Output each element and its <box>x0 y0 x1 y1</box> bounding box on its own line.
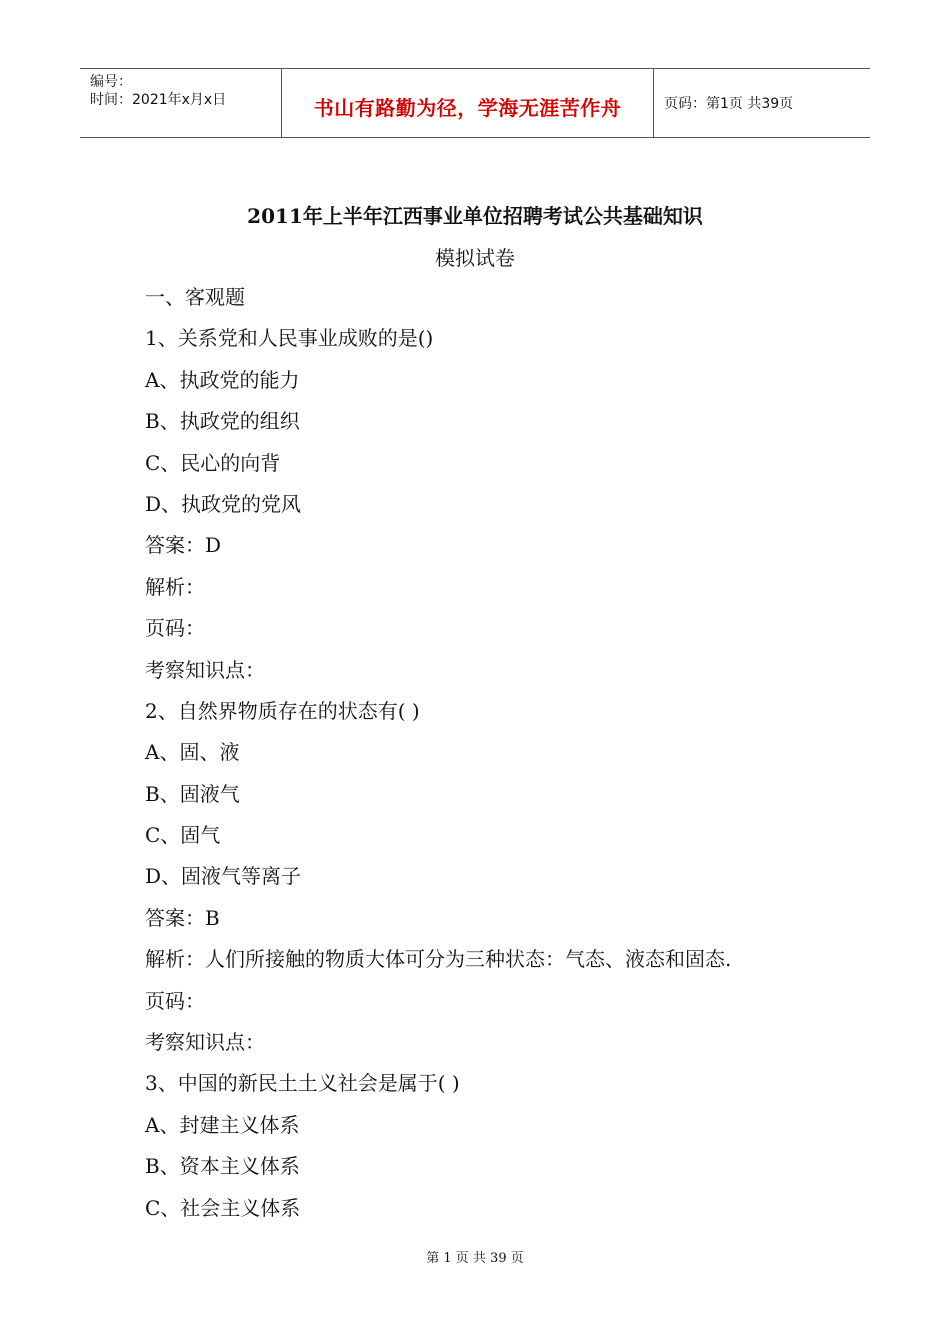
question-2: 2、自然界物质存在的状态有( ) <box>145 698 420 723</box>
q2-knowledge-point: 考察知识点： <box>145 1030 265 1055</box>
q2-option-a: A、固、液 <box>145 740 240 765</box>
q2-option-b: B、固液气 <box>145 781 240 806</box>
q1-page: 页码： <box>145 616 205 641</box>
q2-analysis: 解析：人们所接触的物质大体可分为三种状态：气态、液态和固态. <box>145 947 732 972</box>
q2-answer: 答案：B <box>145 905 220 930</box>
q1-analysis: 解析： <box>145 574 205 599</box>
motto: 书山有路勤为径，学海无涯苦作舟 <box>313 95 622 120</box>
number-label: 编号： <box>90 74 132 90</box>
q2-option-c: C、固气 <box>145 823 221 848</box>
page-info: 页码：第1页 共39页 <box>664 96 794 112</box>
header-meta <box>80 69 282 137</box>
q3-option-b: B、资本主义体系 <box>145 1154 300 1179</box>
q2-page: 页码： <box>145 988 205 1013</box>
q2-option-d: D、固液气等离子 <box>145 864 302 889</box>
q1-option-b: B、执政党的组织 <box>145 409 300 434</box>
q3-option-a: A、封建主义体系 <box>145 1112 300 1137</box>
q1-answer: 答案：D <box>145 533 222 558</box>
document-body <box>145 283 845 1235</box>
q3-option-c: C、社会主义体系 <box>145 1195 301 1220</box>
q1-option-c: C、民心的向背 <box>145 450 281 475</box>
question-1: 1、关系党和人民事业成败的是() <box>145 326 434 351</box>
document-subtitle: 模拟试卷 <box>435 246 515 270</box>
question-3: 3、中国的新民土土义社会是属于( ) <box>145 1071 460 1096</box>
q1-knowledge-point: 考察知识点： <box>145 657 265 682</box>
page-footer: 第 1 页 共 39 页 <box>426 1251 524 1266</box>
q1-option-d: D、执政党的党风 <box>145 491 302 516</box>
time-label: 时间：2021年x月x日 <box>90 92 227 108</box>
header-motto-cell <box>282 69 654 137</box>
document-title: 2011年上半年江西事业单位招聘考试公共基础知识 <box>247 204 703 228</box>
header-page-cell <box>654 69 870 137</box>
q1-option-a: A、执政党的能力 <box>145 367 300 392</box>
page-header <box>80 68 870 138</box>
section-heading: 一、客观题 <box>145 285 245 309</box>
